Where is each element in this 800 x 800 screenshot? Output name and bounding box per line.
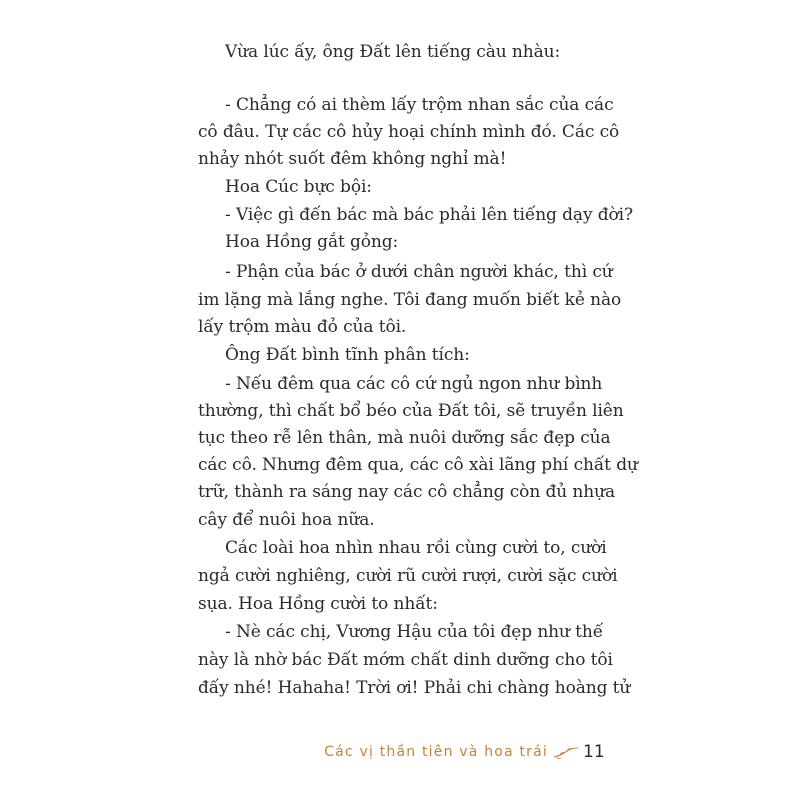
text-line: ngả cười nghiêng, cười rũ cười rượi, cười sặc cười <box>198 566 618 586</box>
text-line: Hoa Hồng gắt gỏng: <box>225 232 399 252</box>
leaf-ornament-icon <box>553 746 579 760</box>
text-line: cây để nuôi hoa nữa. <box>198 510 375 530</box>
text-line: Hoa Cúc bực bội: <box>225 177 372 197</box>
text-line: trữ, thành ra sáng nay các cô chẳng còn đủ nhựa <box>198 482 615 502</box>
text-line: tục theo rễ lên thân, mà nuôi dưỡng sắc đẹp của <box>198 428 611 448</box>
text-line: cô đâu. Tự các cô hủy hoại chính mình đó. Các cô <box>198 122 620 142</box>
text-line: - Phận của bác ở dưới chân người khác, thì cứ <box>225 262 613 282</box>
text-line: Vừa lúc ấy, ông Đất lên tiếng càu nhàu: <box>225 42 561 62</box>
text-line: các cô. Nhưng đêm qua, các cô xài lãng phí chất dự <box>198 455 638 475</box>
text-line: lấy trộm màu đỏ của tôi. <box>198 317 407 337</box>
page-footer <box>0 738 800 768</box>
text-line: nhảy nhót suốt đêm không nghỉ mà! <box>198 149 507 169</box>
text-line: - Nè các chị, Vương Hậu của tôi đẹp như thế <box>225 622 604 642</box>
text-line: Ông Đất bình tĩnh phân tích: <box>225 345 470 365</box>
text-line: - Nếu đêm qua các cô cứ ngủ ngon như bình <box>225 374 603 394</box>
page-number: 11 <box>583 742 605 762</box>
text-line: thường, thì chất bổ béo của Đất tôi, sẽ truyền liên <box>198 401 624 421</box>
text-line: - Việc gì đến bác mà bác phải lên tiếng dạy đời? <box>225 205 634 225</box>
text-line: Các loài hoa nhìn nhau rồi cùng cười to, cười <box>225 538 607 558</box>
running-title: Các vị thần tiên và hoa trái <box>324 744 548 760</box>
text-line: - Chẳng có ai thèm lấy trộm nhan sắc của các <box>225 95 614 115</box>
text-line: im lặng mà lắng nghe. Tôi đang muốn biết kẻ nào <box>198 290 622 310</box>
text-line: đấy nhé! Hahaha! Trời ơi! Phải chi chàng hoàng tử <box>198 678 631 698</box>
text-line: sụa. Hoa Hồng cười to nhất: <box>198 594 438 614</box>
text-line: này là nhờ bác Đất mớm chất dinh dưỡng cho tôi <box>198 650 613 670</box>
